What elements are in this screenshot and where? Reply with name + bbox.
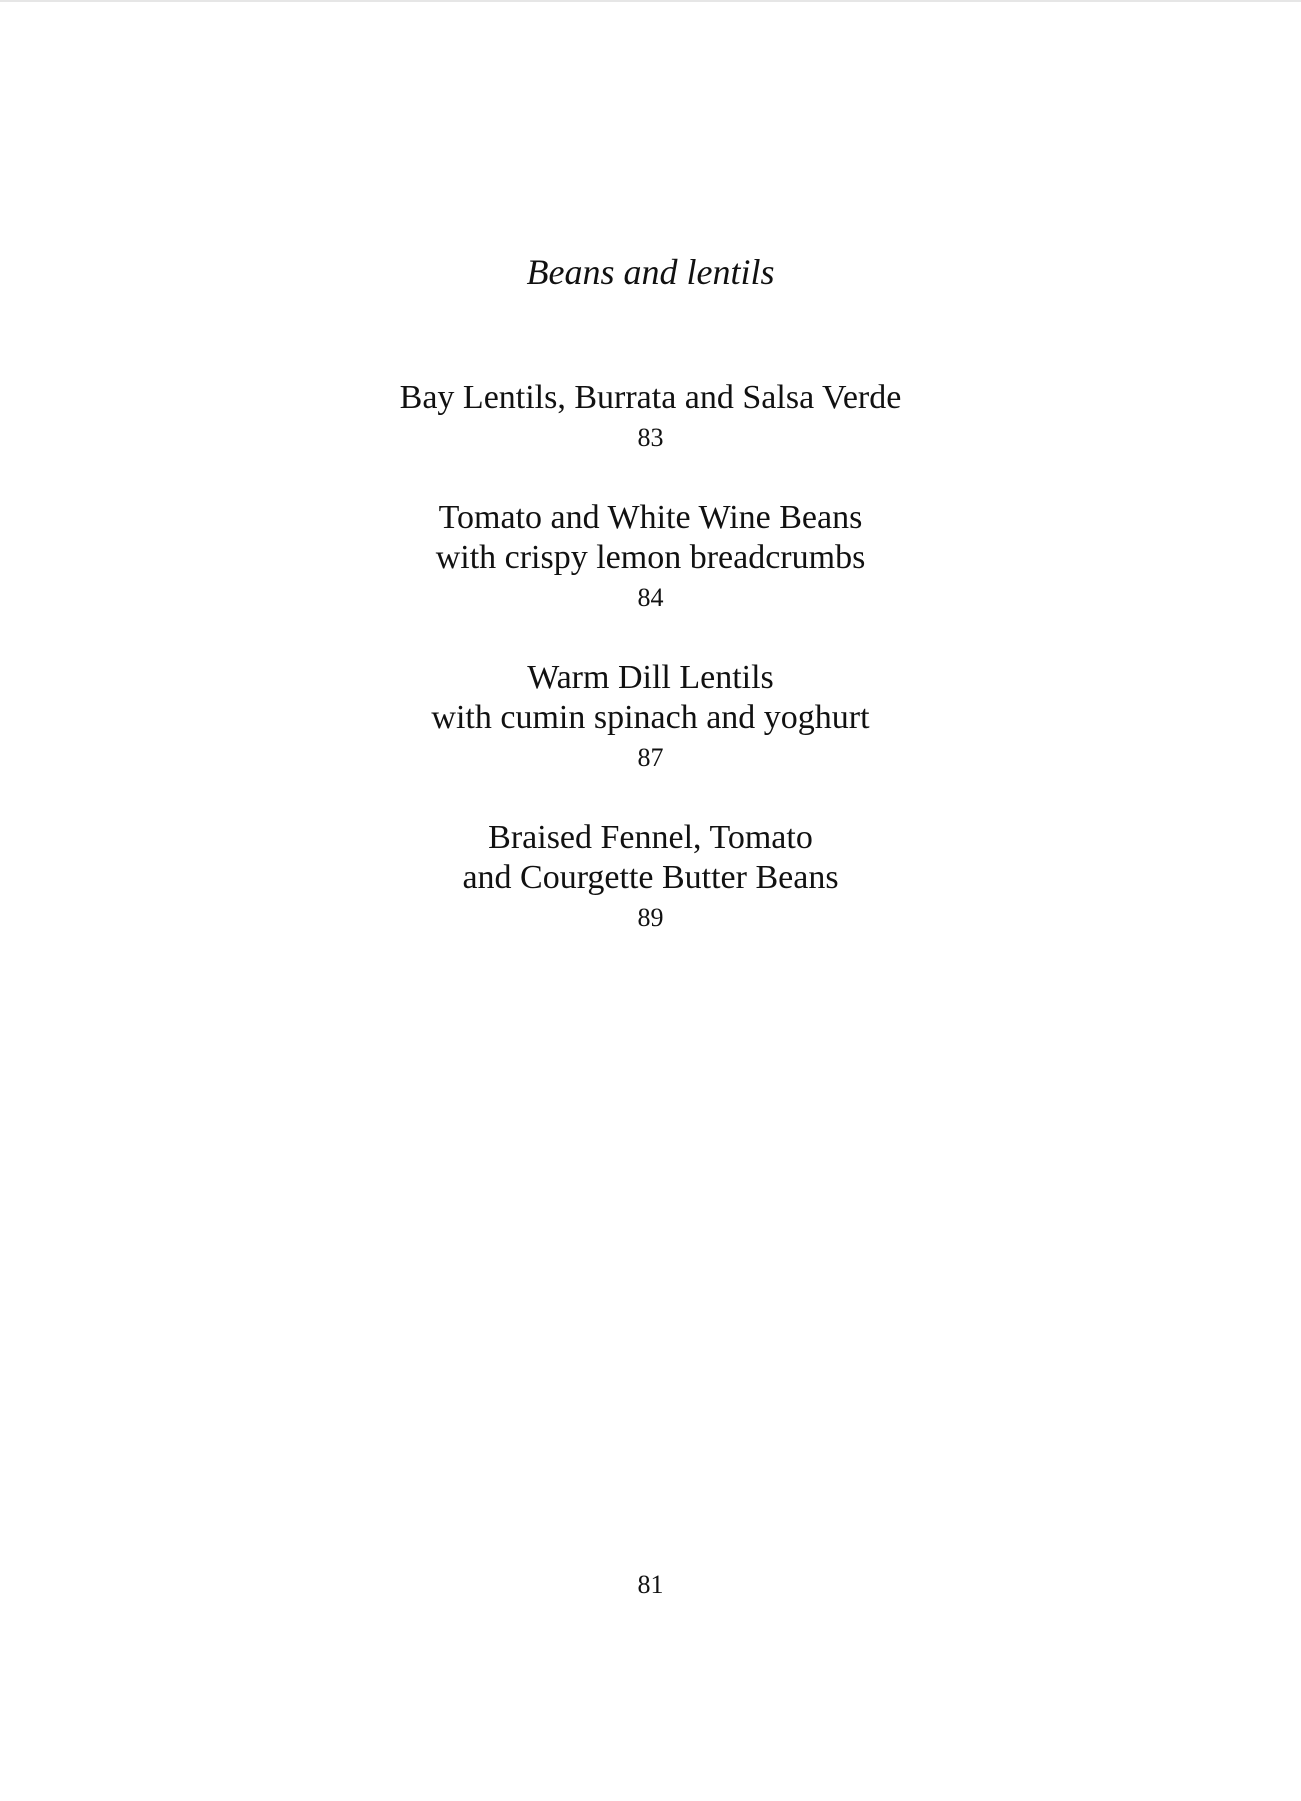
contents-entry — [0, 378, 1301, 458]
recipe-subtitle-line: and Courgette Butter Beans — [462, 859, 839, 896]
contents-entry — [0, 498, 1301, 618]
section-title: Beans and lentils — [526, 252, 775, 292]
recipe-page-number: 84 — [637, 583, 664, 612]
recipe-page-number: 83 — [637, 423, 664, 452]
contents-entry — [0, 818, 1301, 938]
recipe-page-number: 87 — [637, 743, 664, 772]
recipe-title-line: Warm Dill Lentils — [527, 659, 774, 696]
recipe-title-line: Braised Fennel, Tomato — [488, 819, 813, 856]
recipe-title-line: Tomato and White Wine Beans — [438, 499, 863, 536]
recipe-title-line: Bay Lentils, Burrata and Salsa Verde — [399, 379, 902, 416]
recipe-subtitle-line: with cumin spinach and yoghurt — [431, 699, 870, 736]
folio-page-number: 81 — [637, 1570, 664, 1599]
recipe-page-number: 89 — [637, 903, 664, 932]
contents-entry — [0, 658, 1301, 778]
recipe-contents-list — [0, 378, 1301, 978]
recipe-subtitle-line: with crispy lemon breadcrumbs — [435, 539, 866, 576]
